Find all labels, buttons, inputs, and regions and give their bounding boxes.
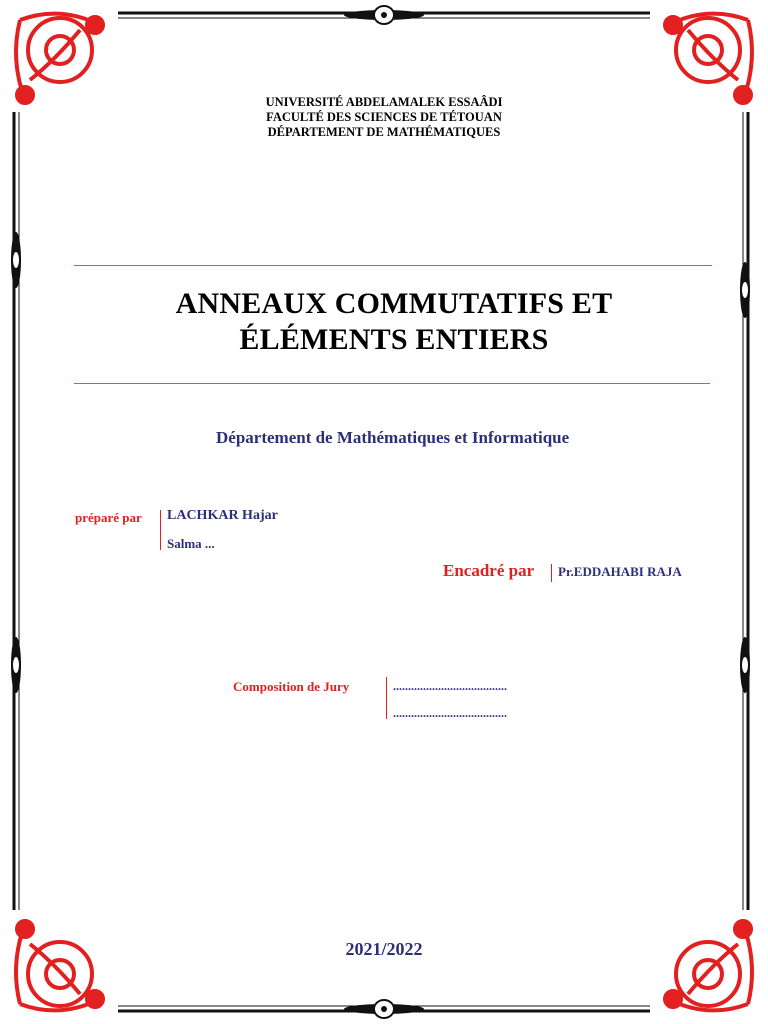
supervisor-name: Pr.EDDAHABI RAJA	[558, 564, 682, 579]
title-line-2: ÉLÉMENTS ENTIERS	[239, 323, 549, 356]
department-header: DÉPARTEMENT DE MATHÉMATIQUES	[267, 125, 501, 139]
title-rule-bottom	[74, 383, 710, 384]
title-rule-top	[74, 265, 712, 266]
document-title	[60, 286, 728, 358]
jury-label: Composition de Jury	[233, 679, 350, 694]
prepared-by-name-2: Salma ...	[167, 536, 215, 551]
faculty-name: FACULTÉ DES SCIENCES DE TÉTOUAN	[266, 110, 502, 124]
university-name: UNIVERSITÉ ABDELAMALEK ESSAÂDI	[265, 95, 503, 109]
jury-divider	[386, 677, 387, 719]
institution-header	[0, 95, 768, 140]
jury-entry-1: ......................................	[393, 679, 507, 693]
prepared-by-label: préparé par	[75, 510, 142, 525]
supervised-by-label: Encadré par	[443, 561, 535, 580]
supervised-by-divider	[551, 564, 552, 582]
department-line: Département de Mathématiques et Informatique	[216, 428, 570, 447]
prepared-by-name-1: LACHKAR Hajar	[167, 508, 278, 523]
title-line-1: ANNEAUX COMMUTATIFS ET	[175, 287, 613, 320]
jury-entry-2: ......................................	[393, 706, 507, 720]
academic-year: 2021/2022	[345, 939, 423, 959]
prepared-by-divider	[160, 510, 161, 550]
